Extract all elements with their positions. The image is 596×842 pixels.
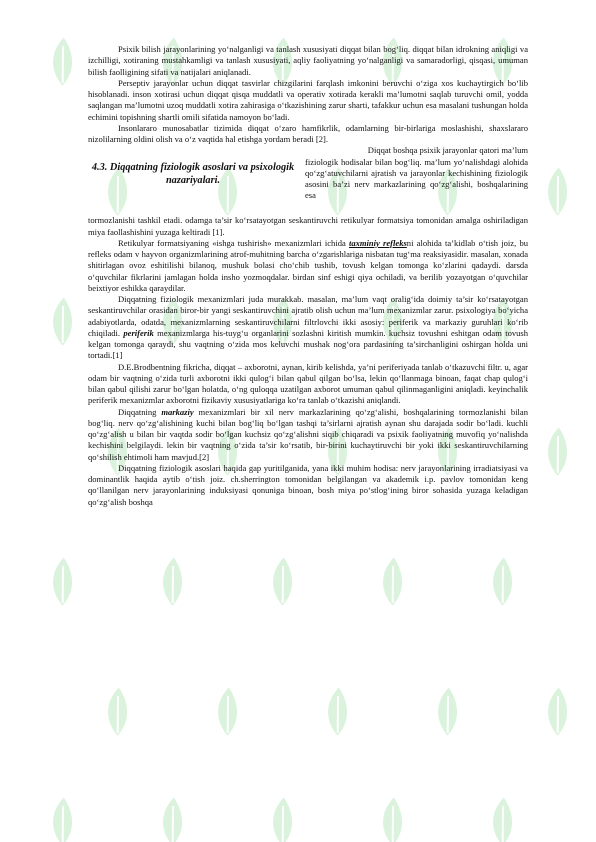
section-intro-body: fiziologik hodisalar bilan bog‘liq. ma’lum yo‘nalishdagi alohida qo‘zg‘atuvchilarni ajratish va jarayonlar kechishining fiziologik asosini ba’zi nerv markazlarining qo‘zg‘alishi, boshqalarining esa xyxy=(305,156,528,201)
paragraph-brodbent: D.E.Brodbentning fikricha, diqqat – axborotni, aynan, kirib kelishda, ya’ni periferiyada tanlab o‘tkazuvchi filtr. u, agar odam bir vaqtning o‘zida turli axborotni ikki qulog‘i bilan qabul qilgan bo‘lsa, lekin qo‘llanmaga binoan, faqat chap qulog‘i bilan qabul qilishi zarur bo‘lgan holatda, o‘ng quloqqa uzatilgan axborot umuman qabul qilinmaganligini aniqladi. keyinchalik periferik mexanizmlar axborotni fizikaviy xususiyatlariga ko‘ra tanlab o‘tkazishi aniqlandi. xyxy=(88,361,528,406)
retikulyar-text-after: ni alohida ta’kidlab o‘tish joiz, bu refleks odam v hayvon organizmlarining atrof-muhitning barcha o‘zgarishlariga nisbatan tug‘ma reaksiyasidir. masalan, xonada shitirlagan ovoz eshitilishi bilanoq, mushuk bolasi cho‘chib tushib, tovush kelgan tomonga ko‘zlarini qadaydi. darsda o‘quvchilar fikrlarini jamlagan holda insho yozmoqdalar. birdan sinf eshigi qiya ochiladi, va berilib yozayotgan o‘quvchilar beixtiyor eshikka qaraydilar. xyxy=(88,237,528,293)
section-intro-first-line: Diqqat boshqa psixik jarayonlar qatori ma’lum xyxy=(367,145,528,156)
mexanizm-text-after: mexanizmlarga his-tuyg‘u organlarini sozlashni kiritish mumkin. kuchsiz tovushni eshitgan odam tovush kelgan tomonga qaraydi, shu vaqtning o‘zida mos keluvchi mushak nog‘ora pardasining ta’sirchanligini oshirgan holda uni tortadi.[1] xyxy=(88,327,528,361)
leaf-logo-icon xyxy=(141,551,206,616)
leaf-logo-icon xyxy=(31,291,96,356)
paragraph-insonlararo: Insonlararo munosabatlar tizimida diqqat o‘zaro hamfikrlik, odamlarning bir-birlariga moslashishi, shaxslararo nizolilarning oldini olish va o‘z vaqtida hal etishga yordam beradi [2]. xyxy=(88,122,528,144)
document-page xyxy=(88,44,528,508)
leaf-logo-icon xyxy=(31,31,96,96)
retikulyar-text-before: Retikulyar formatsiyaning «ishga tushirish» mexanizmlari ichida xyxy=(118,237,349,248)
leaf-logo-icon xyxy=(251,791,316,842)
leaf-logo-icon xyxy=(86,681,151,746)
taxminiy-refleks-term: taxminiy refleks xyxy=(348,237,407,248)
paragraph-fiziologik-asoslar: Diqqatning fiziologik asoslari haqida gap yuritilganida, yana ikki muhim hodisa: nerv jarayonlarining irradiatsiyasi va dominantlik haqida aytib o‘tish joiz. ch.sherrington tomonidan belgilangan va akademik i.p. pavlov tomonidan keng qo‘llanilgan nerv jarayonlarining induksiyasi qonuniga binoan, bosh miya po‘stlog‘ining biror sohasida yuzaga keladigan qo‘zg‘alish boshqa xyxy=(88,462,528,507)
leaf-logo-icon xyxy=(526,421,591,486)
leaf-logo-icon xyxy=(31,551,96,616)
leaf-logo-icon xyxy=(471,551,536,616)
paragraph-perseptiv: Perseptiv jarayonlar uchun diqqat tasvirlar chizgilarini farqlash imkonini beruvchi o‘ziga xos kuchaytirgich bo‘lib hisoblanadi. inson xotirasi uchun diqqat qisqa muddatli va operativ xotirada kerakli ma’lumotni saqlab turuvchi omil, yodda saqlangan ma’lumotni uzoq muddatli xotira zahirasiga o‘tkazishining zarur sharti, tafakkur uchun esa masalani tushungan holda echimini topishning shartli omili sifatida namoyon bo‘ladi. xyxy=(88,77,528,122)
section-title: . Diqqatning fiziologik asoslari va psixologik nazariyalari. xyxy=(104,162,295,187)
periferik-term: periferik xyxy=(123,327,154,338)
leaf-logo-icon xyxy=(361,791,426,842)
section-heading xyxy=(88,161,298,187)
leaf-logo-icon xyxy=(526,161,591,226)
section-number: 4.3 xyxy=(91,162,105,174)
paragraph-section-continuation: tormozlanishi tashkil etadi. odamga ta’sir ko‘rsatayotgan seskantiruvchi retikulyar formatsiya tomonidan amalga oshiriladigan miya faollashishini yuzaga keltiradi [1]. xyxy=(88,215,528,237)
leaf-logo-icon xyxy=(471,791,536,842)
paragraph-psixik: Psixik bilish jarayonlarining yo‘nalganligi va tanlash xususiyati diqqat bilan bog‘liq. diqqat bilan idrokning aniqligi va izchilligi, xotiraning mustahkamligi va tanlash xususiyati, aqliy faoliyatning yo‘nalganligi va samaradorligi, qisqasi, umuman bilish faolligining sifati va natijalari aniqlanadi. xyxy=(88,44,528,77)
mexanizm-text-before: Diqqatning fiziologik mexanizmlari juda murakkab. masalan, ma’lum vaqt oralig‘ida doimiy ta’sir ko‘rsatayotgan seskantiruvchilar orasidan biror-bir yangi seskantiruvchini ajratib olish uchun ma’lum mexanizmlar zarur. psixologiya bo‘yicha adabiyotlarda, odatda, mexanizmlarning seskantiruvchilarni filtrlovchi ikki asosiy: periferik va markaziy guruhlari ko‘rib chiqiladi. xyxy=(88,294,528,338)
section-4-3 xyxy=(88,145,528,215)
paragraph-markaziy xyxy=(88,407,528,463)
markaziy-text-after: mexanizmlari bir xil nerv markazlarining qo‘zg‘alishi, boshqalarining tormozlanishi bilan bog‘liq. nerv qo‘zg‘alishining kuchi bilan bog‘liq bo‘lgan tashqi ta’sirlarni ajratish aynan shu darajada sodir bo‘ladi. kuchli qo‘zg‘alish u bilan bir vaqtda sodir bo‘lgan kuchsiz qo‘zg‘alishni siqib chiqaradi va psixik faoliyatning muvofiq yo‘nalishda kechishini belgilaydi. lekin bir vaqtning o‘zida ta’sir ko‘rsatib, bir-birini kuchaytiruvchi bir yoki ikki seskantiruvchilarning qo‘shilish ehtimoli ham mavjud.[2] xyxy=(88,406,529,462)
leaf-logo-icon xyxy=(31,791,96,842)
leaf-logo-icon xyxy=(526,681,591,746)
leaf-logo-icon xyxy=(251,551,316,616)
section-intro-column xyxy=(305,145,528,201)
leaf-logo-icon xyxy=(416,681,481,746)
markaziy-text-before: Diqqatning xyxy=(118,406,162,417)
leaf-logo-icon xyxy=(306,681,371,746)
leaf-logo-icon xyxy=(196,681,261,746)
markaziy-term: markaziy xyxy=(161,406,194,417)
paragraph-retikulyar xyxy=(88,238,528,294)
paragraph-mexanizm xyxy=(88,294,528,362)
leaf-logo-icon xyxy=(361,551,426,616)
leaf-logo-icon xyxy=(141,791,206,842)
